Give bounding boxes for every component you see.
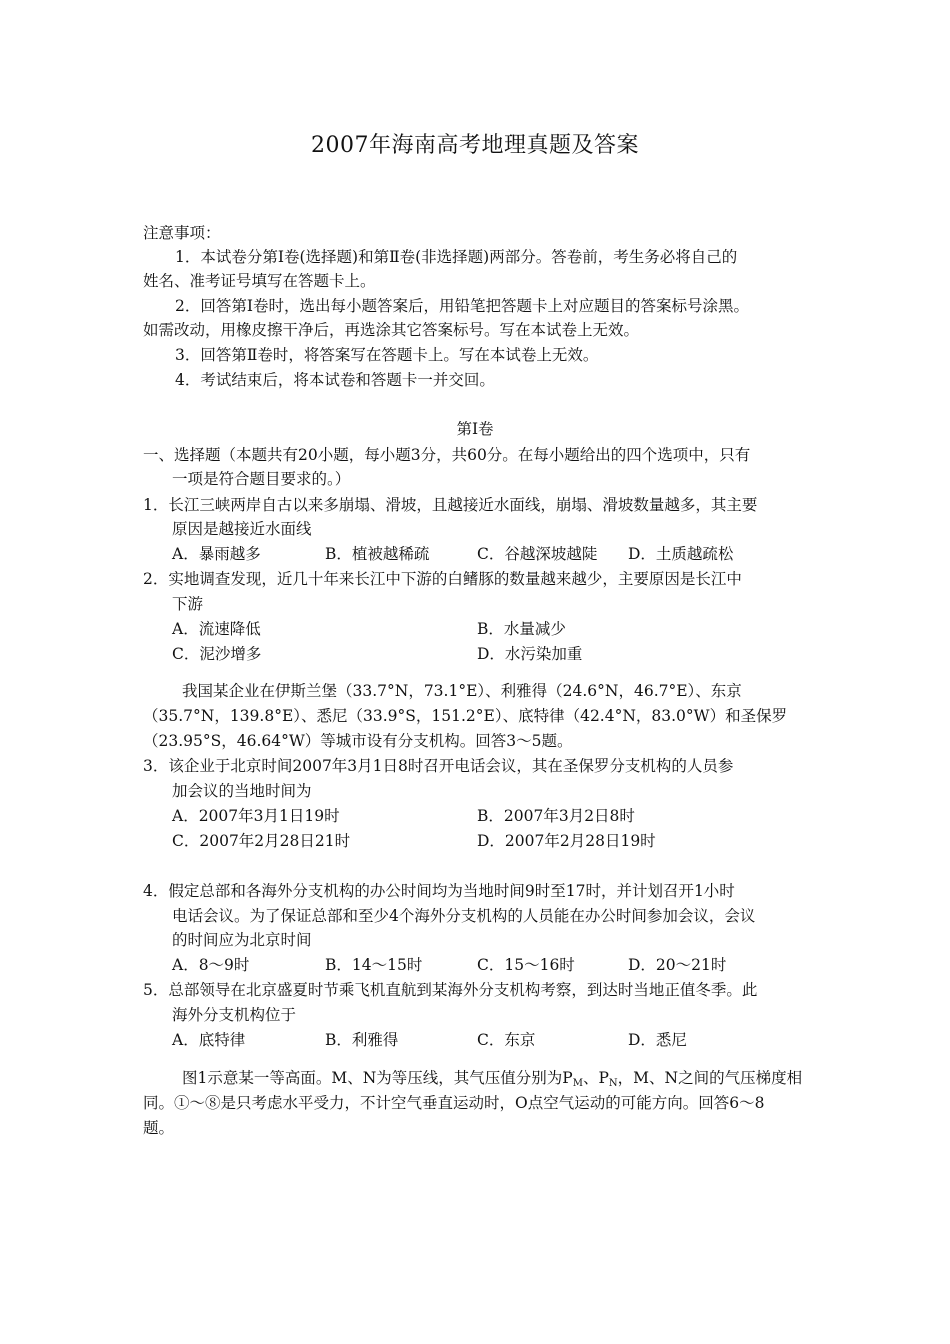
- passage-2-line: [182, 1067, 802, 1095]
- q5-option-a: A．底特律: [172, 1031, 246, 1049]
- question-3: 3．该企业于北京时间2007年3月1日8时召开电话会议，其在圣保罗分支机构的人员参: [143, 757, 734, 775]
- q3-option-d: D．2007年2月28日19时: [477, 832, 656, 850]
- q3-option-b: B．2007年3月2日8时: [477, 807, 635, 825]
- passage-2-line: 同。①～⑧是只考虑水平受力，不计空气垂直运动时，O点空气运动的可能方向。回答6～8: [143, 1094, 765, 1112]
- passage-line: （23.95°S，46.64°W）等城市设有分支机构。回答3～5题。: [143, 732, 573, 750]
- q5-option-d: D．悉尼: [628, 1031, 687, 1049]
- section-heading: 第Ⅰ卷: [456, 420, 494, 438]
- notice-item: 4．考试结束后，将本试卷和答题卡一并交回。: [175, 371, 495, 389]
- passage-line: （35.7°N，139.8°E）、悉尼（33.9°S，151.2°E）、底特律（42.4°N，83.0°W）和圣保罗: [143, 707, 788, 725]
- q2-option-c: C．泥沙增多: [172, 645, 262, 663]
- question-2: 下游: [172, 595, 204, 613]
- question-3: 加会议的当地时间为: [172, 782, 312, 800]
- q1-option-d: D．土质越疏松: [628, 545, 734, 563]
- question-4: 4．假定总部和各海外分支机构的办公时间均为当地时间9时至17时，并计划召开1小时: [143, 882, 735, 900]
- q5-option-c: C．东京: [477, 1031, 536, 1049]
- q4-option-d: D．20～21时: [628, 956, 727, 974]
- passage-2-line: 题。: [143, 1119, 175, 1137]
- question-5: 海外分支机构位于: [172, 1006, 297, 1024]
- q1-option-c: C．谷越深坡越陡: [477, 545, 598, 563]
- passage-text: ，M、N之间的气压梯度相: [617, 1069, 803, 1087]
- question-5: 5．总部领导在北京盛夏时节乘飞机直航到某海外分支机构考察，到达时当地正值冬季。此: [143, 981, 758, 999]
- q3-option-c: C．2007年2月28日21时: [172, 832, 351, 850]
- q3-option-a: A．2007年3月1日19时: [172, 807, 340, 825]
- q4-option-b: B．14～15时: [325, 956, 423, 974]
- q5-option-b: B．利雅得: [325, 1031, 399, 1049]
- q4-option-c: C．15～16时: [477, 956, 575, 974]
- notice-item: 2．回答第Ⅰ卷时，选出每小题答案后，用铅笔把答题卡上对应题目的答案标号涂黑。: [175, 297, 749, 315]
- q1-option-a: A．暴雨越多: [172, 545, 261, 563]
- notice-item: 3．回答第Ⅱ卷时，将答案写在答题卡上。写在本试卷上无效。: [175, 346, 599, 364]
- q4-option-a: A．8～9时: [172, 956, 250, 974]
- q2-option-a: A．流速降低: [172, 620, 261, 638]
- notice-heading: 注意事项：: [143, 224, 221, 242]
- subscript-m: M: [572, 1078, 583, 1089]
- subscript-n: N: [608, 1078, 618, 1089]
- part-instruction: 一项是符合题目要求的。）: [172, 470, 351, 488]
- notice-item: 1．本试卷分第Ⅰ卷(选择题)和第Ⅱ卷(非选择题)两部分。答卷前，考生务必将自己的: [175, 248, 738, 266]
- question-4: 的时间应为北京时间: [172, 931, 312, 949]
- passage-text: 图1示意某一等高面。M、N为等压线，其气压值分别为P: [182, 1069, 573, 1087]
- q2-option-d: D．水污染加重: [477, 645, 583, 663]
- passage-text: 、P: [582, 1069, 609, 1087]
- question-2: 2．实地调查发现，近几十年来长江中下游的白鳍豚的数量越来越少，主要原因是长江中: [143, 570, 742, 588]
- question-1: 1．长江三峡两岸自古以来多崩塌、滑坡，且越接近水面线，崩塌、滑坡数量越多，其主要: [143, 496, 758, 514]
- page-title: 2007年海南高考地理真题及答案: [311, 133, 639, 158]
- question-4: 电话会议。为了保证总部和至少4个海外分支机构的人员能在办公时间参加会议，会议: [172, 907, 756, 925]
- passage-line: 我国某企业在伊斯兰堡（33.7°N，73.1°E）、利雅得（24.6°N，46.7°E）、东京: [182, 682, 742, 700]
- notice-item: 如需改动，用橡皮擦干净后，再选涂其它答案标号。写在本试卷上无效。: [143, 321, 640, 339]
- notice-item: 姓名、准考证号填写在答题卡上。: [143, 272, 376, 290]
- part-instruction: 一、选择题（本题共有20小题，每小题3分，共60分。在每小题给出的四个选项中，只有: [143, 446, 751, 464]
- q2-option-b: B．水量减少: [477, 620, 566, 638]
- question-1: 原因是越接近水面线: [172, 520, 312, 538]
- q1-option-b: B．植被越稀疏: [325, 545, 430, 563]
